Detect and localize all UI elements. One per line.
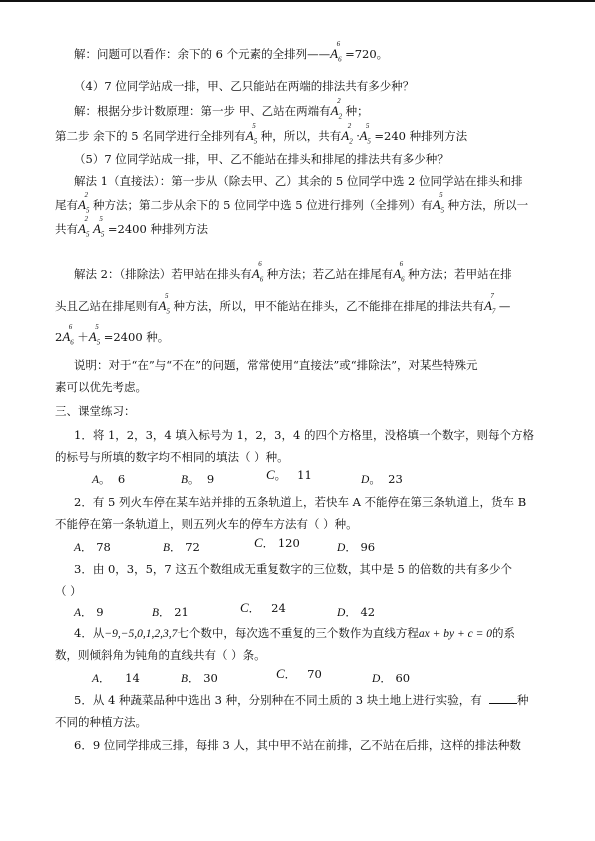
perm-A-5-2: $A_5^2$	[78, 190, 90, 215]
q4-option-b[interactable]: B． 30	[181, 671, 218, 685]
question-4-line1: 4．从−9,−5,0,1,2,3,7七个数中，每次选不重复的三个数作为直线方程ax + by + c = 0的系	[74, 626, 515, 640]
solution-3-text: 解：问题可以看作：余下的 6 个元素的全排列$——A_6^6=720$。	[74, 39, 389, 64]
q2-option-c[interactable]: C． 120	[254, 535, 300, 550]
line-equation: ax + by + c = 0	[418, 628, 492, 640]
note-line2: 素可以优先考虑。	[55, 380, 147, 394]
question-5-text: （5）7 位同学站成一排，甲、乙不能站在排头和排尾的排法共有多少种？	[74, 152, 449, 166]
perm-product: $A_2^2\cdot A_5^5$	[341, 121, 371, 146]
question-5-line2: 不同的种植方法。	[55, 715, 147, 729]
q3-option-a[interactable]: A． 9	[74, 605, 104, 619]
perm-product-2: $A_5^2A_5^5$	[78, 214, 105, 239]
q1-option-a[interactable]: A。 6	[92, 472, 126, 486]
perm-A-6-6d: $A_6^6$	[62, 322, 74, 347]
solution-5-method2-line1: 解法 2：（排除法）若甲站在排头有$A_6^6$种方法；若乙站在排尾有$A_6^6$种方法；若甲站在排	[74, 259, 512, 284]
question-2-line2: 不能停在第一条轨道上，则五列火车的停车方法有（ ）种。	[55, 517, 358, 531]
perm-A-5-5b: $A_5^5$	[432, 190, 445, 215]
perm-A-5-5c: $A_5^5$	[158, 291, 170, 316]
question-3-line1: 3．由 0，3，5，7 这五个数组成无重复数字的三位数，其中是 5 的倍数的共有多少个	[74, 562, 513, 576]
q4-option-d[interactable]: D． 60	[372, 671, 411, 685]
perm-A-7-7: $A_7^7$	[483, 291, 496, 316]
perm-A-5-5d: $A_5^5$	[88, 322, 101, 347]
question-4-text: （4）7 位同学站成一排，甲、乙只能站在两端的排法共有多少种？	[74, 79, 415, 93]
q1-option-b[interactable]: B。 9	[181, 472, 215, 486]
q1-option-c[interactable]: C。 11	[266, 467, 312, 482]
q3-option-d[interactable]: D． 42	[337, 605, 376, 619]
question-5-line1: 5．从 4 种蔬菜品种中选出 3 种，分别种在不同土质的 3 块土地上进行实验，有 种	[74, 693, 529, 707]
perm-A-6-6b: $A_6^6$	[251, 259, 264, 284]
q2-option-a[interactable]: A． 78	[74, 540, 111, 554]
solution-5-method1-line3: 共有$A_5^2A_5^5=2400$ 种排列方法	[55, 214, 208, 239]
perm-A-2-2: $A_2^2$	[330, 96, 343, 121]
question-4-line2: 数，则倾斜角为钝角的直线共有（ ）条。	[55, 648, 266, 662]
question-6-line1: 6．9 位同学排成三排，每排 3 人，其中甲不站在前排，乙不站在后排，这样的排法种数	[74, 738, 521, 752]
section-heading-exercises: 三、课堂练习：	[55, 404, 136, 418]
solution-4-step2: 第二步 余下的 5 名同学进行全排列有$A_5^5$种，所以，共有$A_2^2\cdot A_5^5=240$ 种排列方法	[55, 121, 468, 146]
q1-option-d[interactable]: D。 23	[361, 472, 403, 486]
perm-A-6-6: $A_6^6$	[330, 39, 342, 64]
question-2-line1: 2．有 5 列火车停在某车站并排的五条轨道上，若快车 A 不能停在第三条轨道上，货车 B	[74, 495, 527, 509]
q2-option-b[interactable]: B． 72	[163, 540, 200, 554]
question-3-line2: （ ）	[55, 584, 82, 598]
perm-A-6-6c: $A_6^6$	[393, 259, 405, 284]
q3-option-b[interactable]: B． 21	[152, 605, 189, 619]
solution-5-method2-line3: $2A_6^6+A_5^5=2400$ 种。	[55, 322, 170, 347]
question-1-line1: 1．将 1，2，3，4 填入标号为 1，2，3，4 的四个方格里，没格填一个数字，则每个方格	[74, 428, 534, 442]
solution-5-method2-line2: 头且乙站在排尾则有$A_5^5$种方法，所以，甲不能站在排头，乙不能排在排尾的排法共有$A_7^7—$	[55, 291, 511, 316]
solution-5-method1-line2: 尾有$A_5^2$种方法；第二步从余下的 5 位同学中选 5 位进行排列（全排列）有$A_5^5$种方法，所以一	[55, 190, 529, 215]
number-set: −9,−5,0,1,2,3,7	[104, 628, 178, 640]
q3-option-c[interactable]: C． 24	[240, 600, 286, 615]
note-line1: 说明：对于“在”与“不在”的问题，常常使用“直接法”或“排除法”，对某些特殊元	[74, 358, 478, 372]
perm-A-5-5: $A_5^5$	[245, 121, 258, 146]
question-1-line2: 的标号与所填的数字均不相同的填法（ ）种。	[55, 450, 289, 464]
answer-blank[interactable]	[489, 692, 517, 704]
solution-5-method1-line1: 解法 1（直接法）：第一步从（除去甲、乙）其余的 5 位同学中选 2 位同学站在排头和排	[74, 174, 523, 188]
q2-option-d[interactable]: D． 96	[337, 540, 376, 554]
q4-option-c[interactable]: C． 70	[276, 666, 322, 681]
solution-4-step1: 解：根据分步计数原理：第一步 甲、乙站在两端有$A_2^2$种；	[74, 96, 369, 121]
page-top-border	[0, 0, 595, 2]
q4-option-a[interactable]: A． 14	[92, 671, 140, 685]
